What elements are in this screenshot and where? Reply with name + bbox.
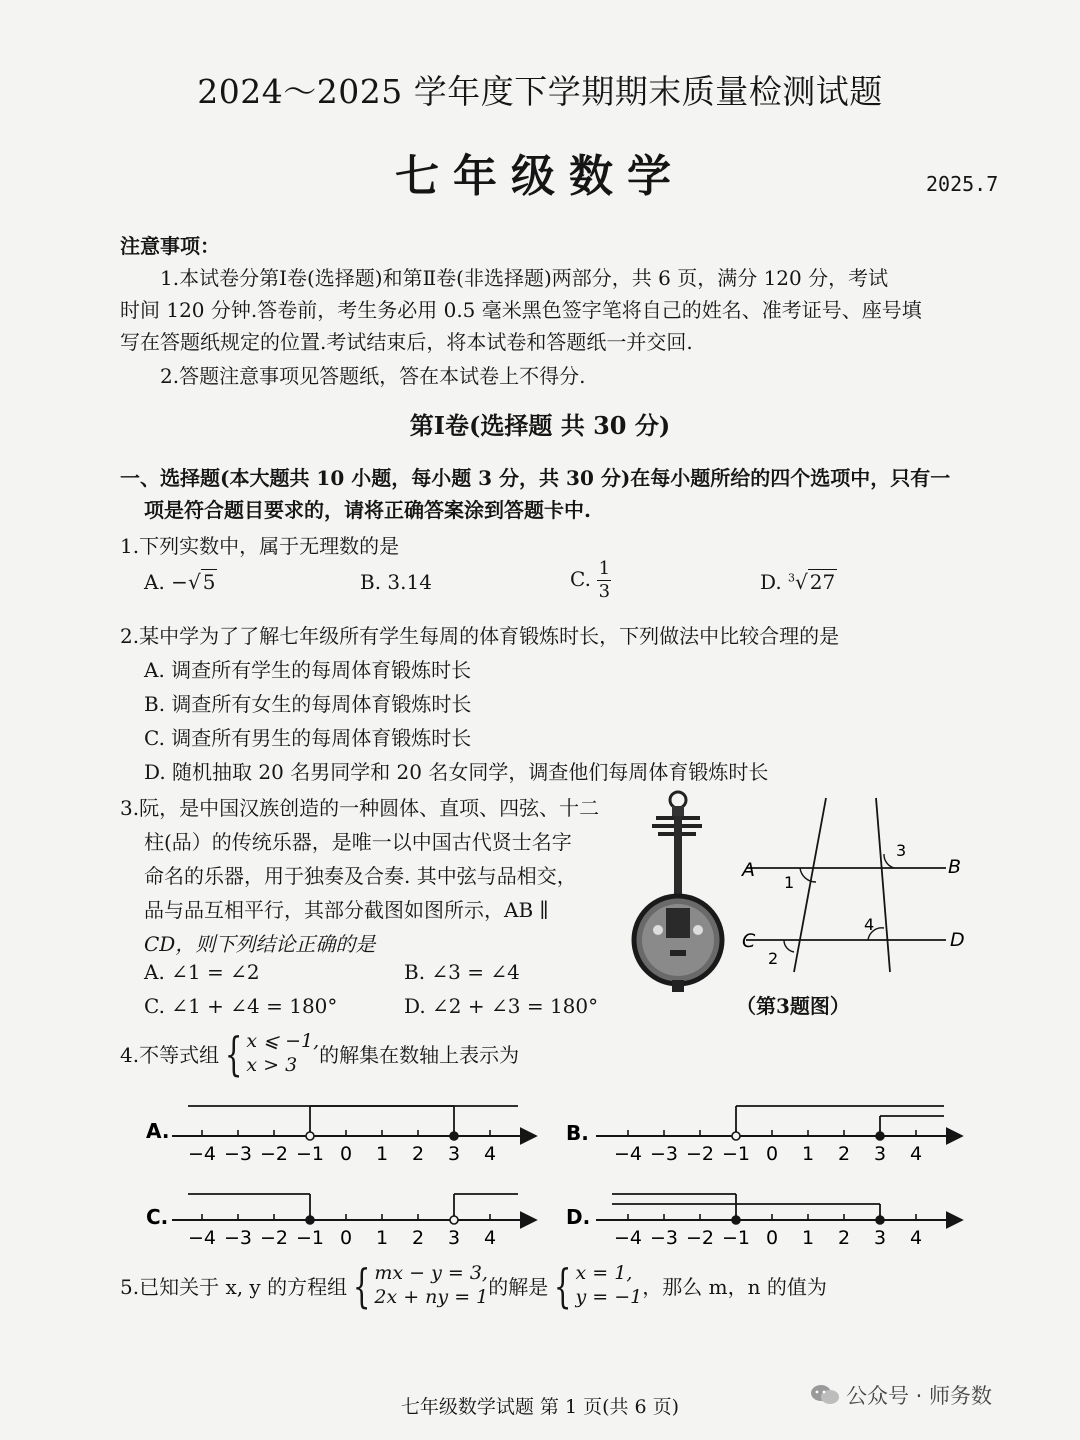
q2-stem: 2.某中学为了了解七年级所有学生每周的体育锻炼时长，下列做法中比较合理的是 [120, 624, 840, 648]
q4-option-a-tick-label: 1 [375, 1143, 389, 1165]
notice-item-1-line-3: 写在答题纸规定的位置.考试结束后，将本试卷和答题纸一并交回. [120, 330, 693, 354]
q4-option-a-tick-label: −1 [295, 1143, 325, 1165]
q3-figure-caption: （第3题图） [736, 994, 850, 1018]
point-a-label: A [742, 859, 755, 881]
q4-option-c-tick-label: 1 [375, 1227, 389, 1249]
q4-stem: 4.不等式组 { x ⩽ −1, x > 3 的解集在数轴上表示为 [120, 1026, 520, 1081]
transversal-right [876, 798, 890, 972]
q2-option-d: D. 随机抽取 20 名男同学和 20 名女同学，调查他们每周体育锻炼时长 [144, 760, 769, 784]
q2-option-a: A. 调查所有学生的每周体育锻炼时长 [144, 658, 472, 682]
q4-option-d-tick-label: 2 [837, 1227, 851, 1249]
q3-line-1: 3.阮，是中国汉族创造的一种圆体、直项、四弦、十二 [120, 796, 600, 820]
q4-option-c-tick-label: −4 [187, 1227, 217, 1249]
q4-option-d-solid-dot [876, 1216, 884, 1224]
q1-option-d: D. $^3$√ 27 [760, 570, 836, 594]
q4-option-b-tick-label: 4 [909, 1143, 923, 1165]
q3-option-a: A. ∠1 = ∠2 [144, 960, 260, 984]
notice-item-1-line-2: 时间 120 分钟.答卷前，考生务必用 0.5 毫米黑色签字笔将自己的姓名、准考证号、座号填 [120, 298, 922, 322]
point-c-label: C [742, 930, 756, 952]
angle-1-label: 1 [784, 873, 795, 892]
q3-line-3: 命名的乐器，用于独奏及合奏. 其中弦与品相交， [144, 864, 577, 888]
q4-option-c-solid-dot [306, 1216, 314, 1224]
exam-subject: 七年级数学 [395, 151, 685, 202]
q4-option-b-tick-label: 2 [837, 1143, 851, 1165]
q4-option-b-tick-label: −3 [649, 1143, 679, 1165]
q2-option-b: B. 调查所有女生的每周体育锻炼时长 [144, 692, 472, 716]
q4-option-a-tick-label: −4 [187, 1143, 217, 1165]
q1-option-a: A. −√ 5 [144, 570, 216, 594]
q3-option-b: B. ∠3 = ∠4 [404, 960, 520, 984]
page-footer: 七年级数学试题 第 1 页(共 6 页) [400, 1396, 680, 1418]
q4-option-d-tick-label: −2 [685, 1227, 715, 1249]
q4-option-a-tick-label: 3 [447, 1143, 461, 1165]
q1-option-c: C. $\frac{1}{3}$ [570, 558, 611, 602]
wechat-icon [810, 1384, 840, 1406]
notice-item-2: 2.答题注意事项见答题纸，答在本试卷上不得分. [160, 364, 586, 388]
exam-date: 2025.7 [926, 172, 999, 196]
q4-option-b-tick-label: 1 [801, 1143, 815, 1165]
q4-option-d-tick-label: 1 [801, 1227, 815, 1249]
q2-option-c: C. 调查所有男生的每周体育锻炼时长 [144, 726, 472, 750]
q4-option-b-label: B. [566, 1121, 589, 1145]
q3-geometry-figure [736, 790, 976, 980]
q4-option-c-tick-label: 3 [447, 1227, 461, 1249]
q5-stem: 5.已知关于 x, y 的方程组 { mx − y = 3, 2x + ny = 1 的解是 { x = 1, y = −1 ，那么 m，n 的值为 [120, 1258, 827, 1313]
q4-option-b-tick-label: 3 [873, 1143, 887, 1165]
q4-option-a-tick-label: 4 [483, 1143, 497, 1165]
q4-option-a-tick-label: −3 [223, 1143, 253, 1165]
q4-option-a-solid-dot [450, 1132, 458, 1140]
q4-option-c-tick-label: −1 [295, 1227, 325, 1249]
q4-option-a-tick-label: −2 [259, 1143, 289, 1165]
q4-option-a-open-dot [306, 1132, 314, 1140]
q4-option-c-tick-label: 0 [339, 1227, 353, 1249]
q4-option-b-tick-label: −4 [613, 1143, 643, 1165]
q3-option-c: C. ∠1 + ∠4 = 180° [144, 994, 338, 1018]
angle-3-label: 3 [896, 841, 907, 860]
exam-title: 2024～2025 学年度下学期期末质量检测试题 [197, 72, 883, 111]
transversal-left [794, 798, 826, 972]
watermark: 公众号 · 师务数 [810, 1380, 992, 1410]
notice-heading: 注意事项： [120, 234, 220, 258]
q4-option-b-tick-label: −1 [721, 1143, 751, 1165]
q4-option-d-solid-dot [732, 1216, 740, 1224]
q4-option-b-solid-dot [876, 1132, 884, 1140]
q4-option-d-tick-label: −4 [613, 1227, 643, 1249]
q1-stem: 1.下列实数中，属于无理数的是 [120, 534, 400, 558]
section-intro-line-2: 项是符合题目要求的，请将正确答案涂到答题卡中. [144, 498, 591, 522]
angle-2-arc [784, 940, 794, 952]
q4-option-c-open-dot [450, 1216, 458, 1224]
q4-option-d-tick-label: −1 [721, 1227, 751, 1249]
q4-option-c-tick-label: 4 [483, 1227, 497, 1249]
q4-option-c-label: C. [146, 1205, 169, 1229]
section-title: 第Ⅰ卷(选择题 共 30 分) [409, 411, 671, 440]
q4-number-lines [0, 1080, 1080, 1265]
angle-3-arc [884, 854, 894, 868]
q4-option-b-open-dot [732, 1132, 740, 1140]
q4-option-b-tick-label: −2 [685, 1143, 715, 1165]
q3-line-5: CD，则下列结论正确的是 [144, 932, 376, 956]
q4-option-b-tick-label: 0 [765, 1143, 779, 1165]
section-intro-line-1: 一、选择题(本大题共 10 小题，每小题 3 分，共 30 分)在每小题所给的四个选项中，只有一 [120, 466, 951, 490]
q4-option-a-label: A. [146, 1119, 170, 1143]
q4-option-d-tick-label: −3 [649, 1227, 679, 1249]
notice-item-1-line-1: 1.本试卷分第Ⅰ卷(选择题)和第Ⅱ卷(非选择题)两部分，共 6 页，满分 120 分，考试 [160, 266, 889, 290]
ruan-instrument-image [628, 790, 728, 996]
angle-2-label: 2 [768, 949, 779, 968]
q4-option-d-tick-label: 0 [765, 1227, 779, 1249]
angle-4-label: 4 [864, 915, 875, 934]
q4-option-d-tick-label: 4 [909, 1227, 923, 1249]
q3-option-d: D. ∠2 + ∠3 = 180° [404, 994, 599, 1018]
q4-option-d-label: D. [566, 1205, 591, 1229]
q3-line-4: 品与品互相平行，其部分截图如图所示，AB ∥ [144, 898, 549, 922]
q4-option-d-tick-label: 3 [873, 1227, 887, 1249]
q4-option-a-tick-label: 0 [339, 1143, 353, 1165]
q4-option-c-tick-label: −2 [259, 1227, 289, 1249]
q1-option-b: B. 3.14 [360, 570, 432, 594]
q3-line-2: 柱(品）的传统乐器，是唯一以中国古代贤士名字 [144, 830, 572, 854]
q4-option-c-tick-label: 2 [411, 1227, 425, 1249]
q4-option-a-tick-label: 2 [411, 1143, 425, 1165]
q4-option-c-tick-label: −3 [223, 1227, 253, 1249]
point-b-label: B [948, 856, 962, 878]
point-d-label: D [950, 929, 965, 951]
